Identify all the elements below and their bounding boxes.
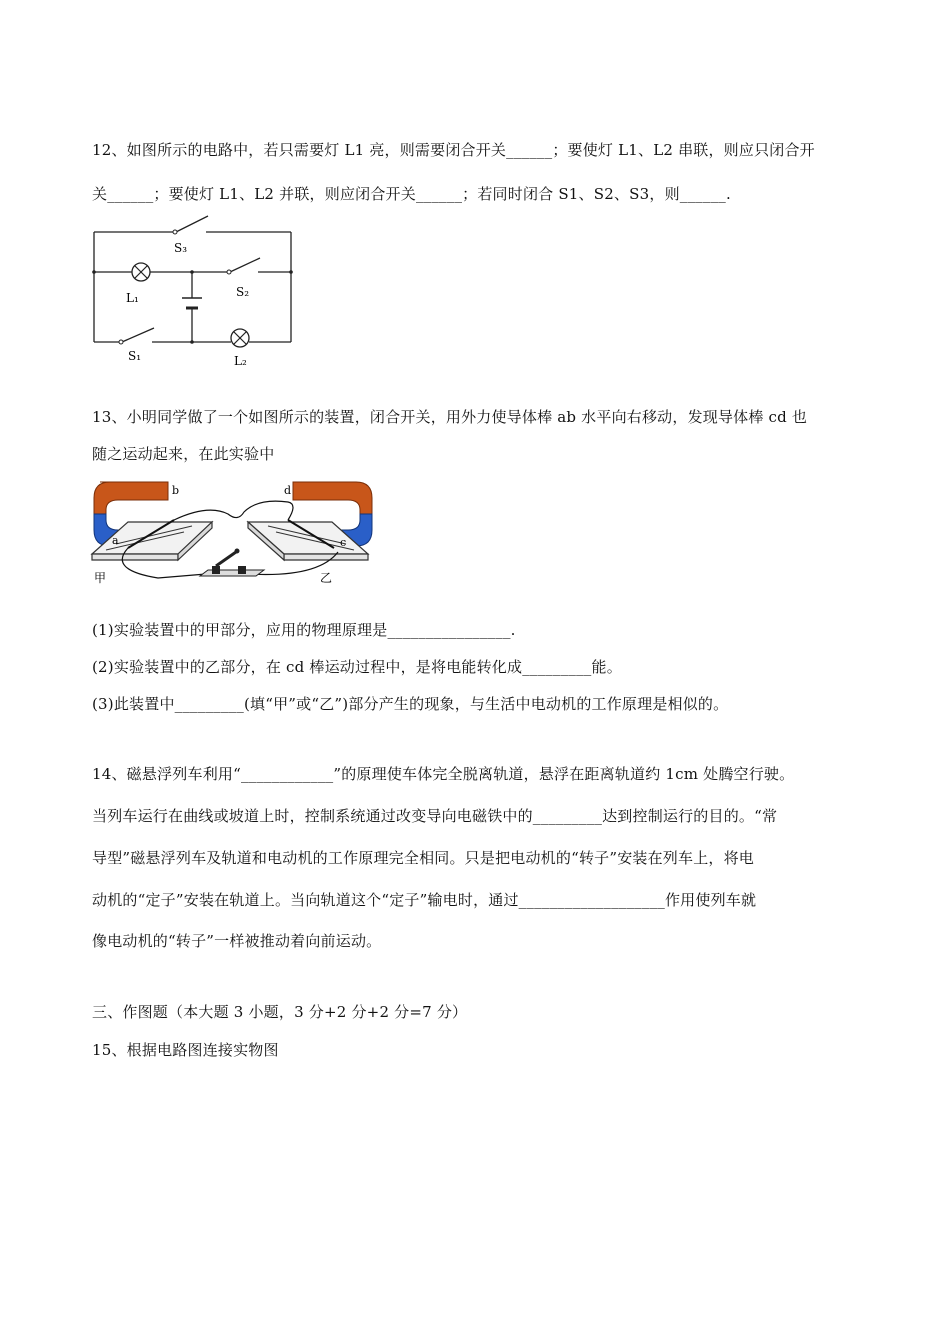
label-d: d: [284, 484, 292, 497]
section3-heading: 三、作图题（本大题 3 小题，3 分+2 分+2 分=7 分）: [92, 1003, 468, 1021]
q15-prompt: 15、根据电路图连接实物图: [92, 1041, 279, 1059]
label-yi: 乙: [320, 571, 333, 585]
knife-switch-icon: [200, 549, 264, 577]
l1-label: L₁: [126, 291, 139, 305]
q13-sub1: (1)实验装置中的甲部分，应用的物理原理是________________.: [92, 621, 516, 639]
s3-label: S₃: [174, 241, 188, 255]
label-a: a: [112, 534, 119, 547]
q13-sub2: (2)实验装置中的乙部分，在 cd 棒运动过程中，是将电能转化成_________能。: [92, 658, 622, 676]
q14-line5: 像电动机的“转子”一样被推动着向前运动。: [92, 932, 382, 950]
q12-line1: 12、如图所示的电路中，若只需要灯 L1 亮，则需要闭合开关______；要使灯 L1、L2 串联，则应只闭合开: [92, 141, 815, 159]
q14-line4: 动机的“定子”安装在轨道上。当向轨道这个“定子”输电时，通过___________________作用使列车就: [92, 891, 757, 909]
q14-line3: 导型”磁悬浮列车及轨道和电动机的工作原理完全相同。只是把电动机的“转子”安装在列车上，将电: [92, 849, 755, 867]
label-c: c: [340, 536, 347, 549]
q13-line2: 随之运动起来，在此实验中: [92, 445, 275, 463]
lamp-l2-icon: [231, 329, 249, 347]
q13-apparatus-figure: [88, 474, 380, 590]
q14-line2: 当列车运行在曲线或坡道上时，控制系统通过改变导向电磁铁中的_________达到控制运行的目的。“常: [92, 807, 778, 825]
l2-label: L₂: [234, 354, 247, 368]
lamp-l1-icon: [132, 263, 150, 281]
label-b: b: [172, 484, 180, 497]
q13-line1: 13、小明同学做了一个如图所示的装置，闭合开关，用外力使导体棒 ab 水平向右移动，发现导体棒 cd 也: [92, 408, 808, 426]
q14-line1: 14、磁悬浮列车利用“____________”的原理使车体完全脱离轨道，悬浮在距离轨道约 1cm 处腾空行驶。: [92, 765, 795, 783]
s2-label: S₂: [236, 285, 250, 299]
label-jia: 甲: [94, 571, 107, 585]
s1-label: S₁: [128, 349, 142, 363]
q12-circuit-diagram: [88, 210, 303, 370]
q13-sub3: (3)此装置中_________(填“甲”或“乙”)部分产生的现象，与生活中电动机的工作原理是相似的。: [92, 695, 729, 713]
q12-line2: 关______；要使灯 L1、L2 并联，则应闭合开关______；若同时闭合 S1、S2、S3，则______.: [92, 185, 731, 203]
